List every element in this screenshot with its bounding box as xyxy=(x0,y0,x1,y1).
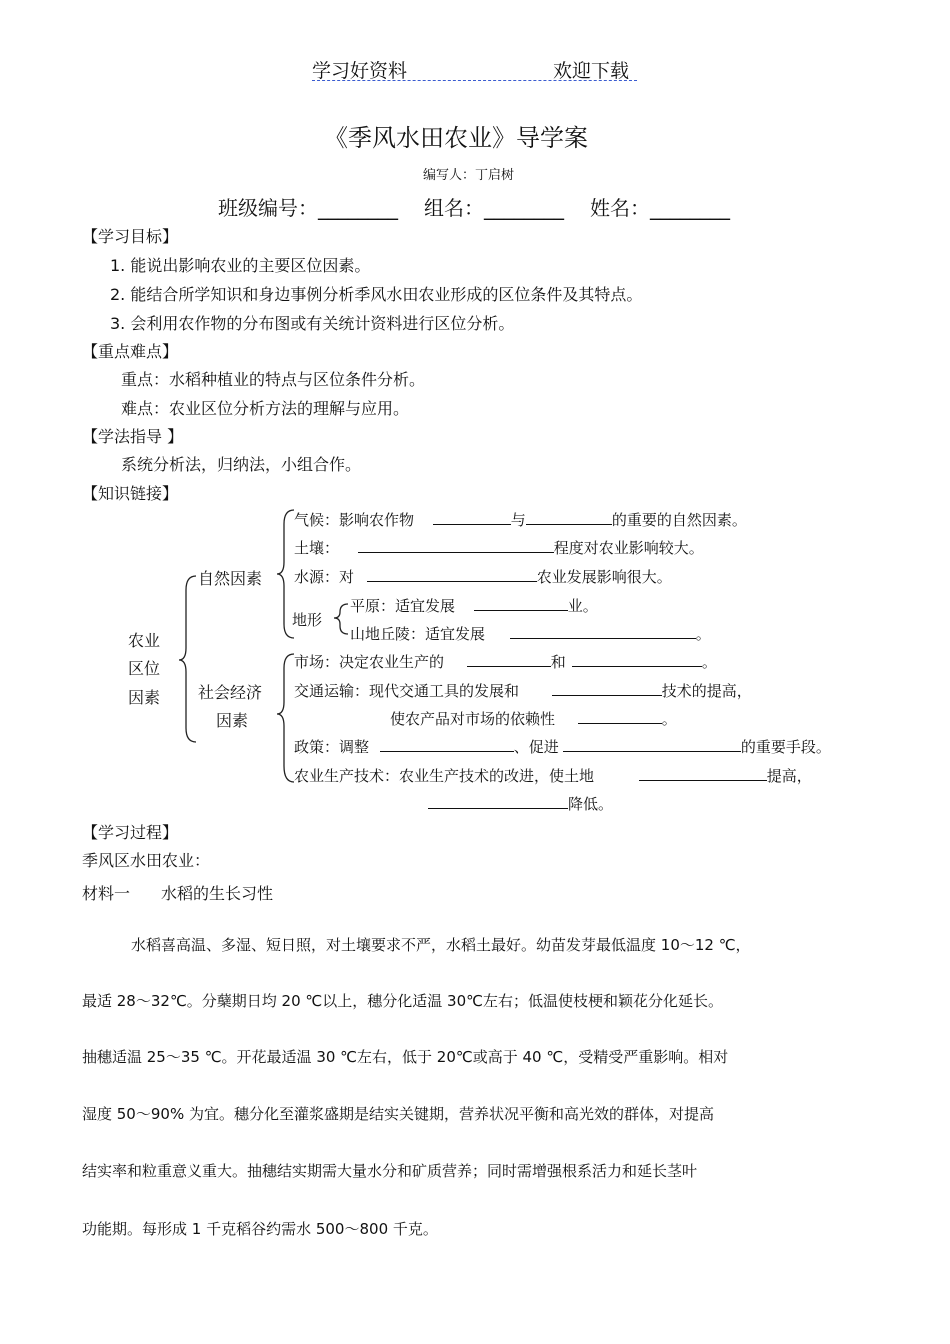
author: 编写人：丁启树 xyxy=(423,168,515,183)
climate-tail: 的重要的自然因素。 xyxy=(611,511,747,529)
method-text: 系统分析法，归纳法，小组合作。 xyxy=(121,455,362,474)
name-field: 姓名：________ xyxy=(590,196,730,220)
process-heading: 【学习过程】 xyxy=(82,823,179,842)
social-label-1: 社会经济 xyxy=(198,683,263,702)
transport2-tail: 。 xyxy=(661,710,677,728)
climate-text: 气候：影响农作物 xyxy=(294,511,415,529)
plain-line xyxy=(350,595,598,616)
plain-tail: 业。 xyxy=(567,597,598,615)
soil-tail: 程度对农业影响较大。 xyxy=(553,539,704,557)
goals-heading: 【学习目标】 xyxy=(82,227,179,246)
key-heading: 【重点难点】 xyxy=(82,342,179,361)
hill-text: 山地丘陵：适宜发展 xyxy=(350,625,486,643)
method-heading: 【学法指导 】 xyxy=(82,427,184,446)
climate-line xyxy=(294,509,747,530)
policy-tail: 的重要手段。 xyxy=(740,738,831,756)
material-line: 湿度 50～90% 为宜。穗分化至灌浆盛期是结实关键期，营养状况平衡和高光效的群体，对提高 xyxy=(82,1105,714,1123)
group-field: 组名：________ xyxy=(424,196,564,220)
blank xyxy=(526,523,612,525)
hill-tail: 。 xyxy=(695,625,711,643)
water-line xyxy=(294,566,672,587)
policy-text: 政策：调整 xyxy=(294,738,370,756)
social-label-2: 因素 xyxy=(216,711,249,730)
key-focus: 重点：水稻种植业的特点与区位条件分析。 xyxy=(121,370,426,389)
natural-label: 自然因素 xyxy=(198,569,263,588)
root-label-2: 区位 xyxy=(128,659,161,678)
transport2-line xyxy=(390,708,677,729)
material-label: 材料一 xyxy=(82,884,131,903)
process-region: 季风区水田农业： xyxy=(82,851,211,870)
soil-line xyxy=(294,537,704,558)
material-line: 功能期。每形成 1 千克稻谷约需水 500～800 千克。 xyxy=(82,1220,438,1238)
transport-line xyxy=(294,680,752,701)
blank xyxy=(367,580,537,582)
market-text: 市场：决定农业生产的 xyxy=(294,653,445,671)
blank xyxy=(467,665,551,667)
soil-text: 土壤： xyxy=(294,539,340,557)
hill-line xyxy=(350,623,711,644)
material-line: 结实率和粒重意义重大。抽穗结实期需大量水分和矿质营养；同时需增强根系活力和延长茎叶 xyxy=(82,1162,698,1180)
blank xyxy=(380,750,514,752)
plain-text: 平原：适宜发展 xyxy=(350,597,456,615)
blank xyxy=(572,665,702,667)
water-text: 水源：对 xyxy=(294,568,355,586)
blank xyxy=(639,779,767,781)
goal-item: 1. 能说出影响农业的主要区位因素。 xyxy=(110,256,371,275)
header-right: 欢迎下载 xyxy=(553,60,630,82)
market-and: 和 xyxy=(550,653,566,671)
transport-tail: 技术的提高， xyxy=(661,682,752,700)
goal-item: 3. 会利用农作物的分布图或有关统计资料进行区位分析。 xyxy=(110,314,515,333)
blank xyxy=(474,609,568,611)
policy-line xyxy=(294,736,831,757)
tech-tail: 提高， xyxy=(766,767,812,785)
header-left: 学习好资料 xyxy=(312,60,408,82)
blank xyxy=(510,637,696,639)
page-title: 《季风水田农业》导学案 xyxy=(324,124,588,152)
market-line xyxy=(294,651,717,672)
goal-item: 2. 能结合所学知识和身边事例分析季风水田农业形成的区位条件及其特点。 xyxy=(110,285,643,304)
policy-mid: 、促进 xyxy=(513,738,559,756)
climate-and: 与 xyxy=(510,511,526,529)
material-title: 水稻的生长习性 xyxy=(161,884,274,903)
tech2-line xyxy=(428,793,613,814)
transport2-text: 使农产品对市场的依赖性 xyxy=(390,710,556,728)
root-label-3: 因素 xyxy=(128,688,161,707)
blank xyxy=(552,694,662,696)
terrain-label: 地形 xyxy=(292,611,323,629)
knowledge-heading: 【知识链接】 xyxy=(82,484,179,503)
blank xyxy=(428,807,568,809)
market-tail: 。 xyxy=(701,653,717,671)
tech-text: 农业生产技术：农业生产技术的改进，使土地 xyxy=(294,767,595,785)
water-tail: 农业发展影响很大。 xyxy=(536,568,672,586)
tech-line xyxy=(294,765,812,786)
blank xyxy=(578,722,662,724)
blank xyxy=(563,750,741,752)
key-difficulty: 难点：农业区位分析方法的理解与应用。 xyxy=(121,399,410,418)
material-line: 抽穗适温 25～35 ℃。开花最适温 30 ℃左右，低于 20℃或高于 40 ℃，受精受严重影响。相对 xyxy=(82,1048,729,1066)
tech2-tail: 降低。 xyxy=(568,795,614,813)
class-field: 班级编号：________ xyxy=(218,196,398,220)
material-line: 水稻喜高温、多湿、短日照，对土壤要求不严，水稻土最好。幼苗发芽最低温度 10～12 ℃， xyxy=(131,936,751,954)
blank xyxy=(358,551,554,553)
blank xyxy=(433,523,511,525)
transport-text: 交通运输：现代交通工具的发展和 xyxy=(294,682,520,700)
root-label-1: 农业 xyxy=(128,631,161,650)
material-line: 最适 28～32℃。分蘖期日均 20 ℃以上，穗分化适温 30℃左右；低温使枝梗和颖花分化延长。 xyxy=(82,992,723,1010)
